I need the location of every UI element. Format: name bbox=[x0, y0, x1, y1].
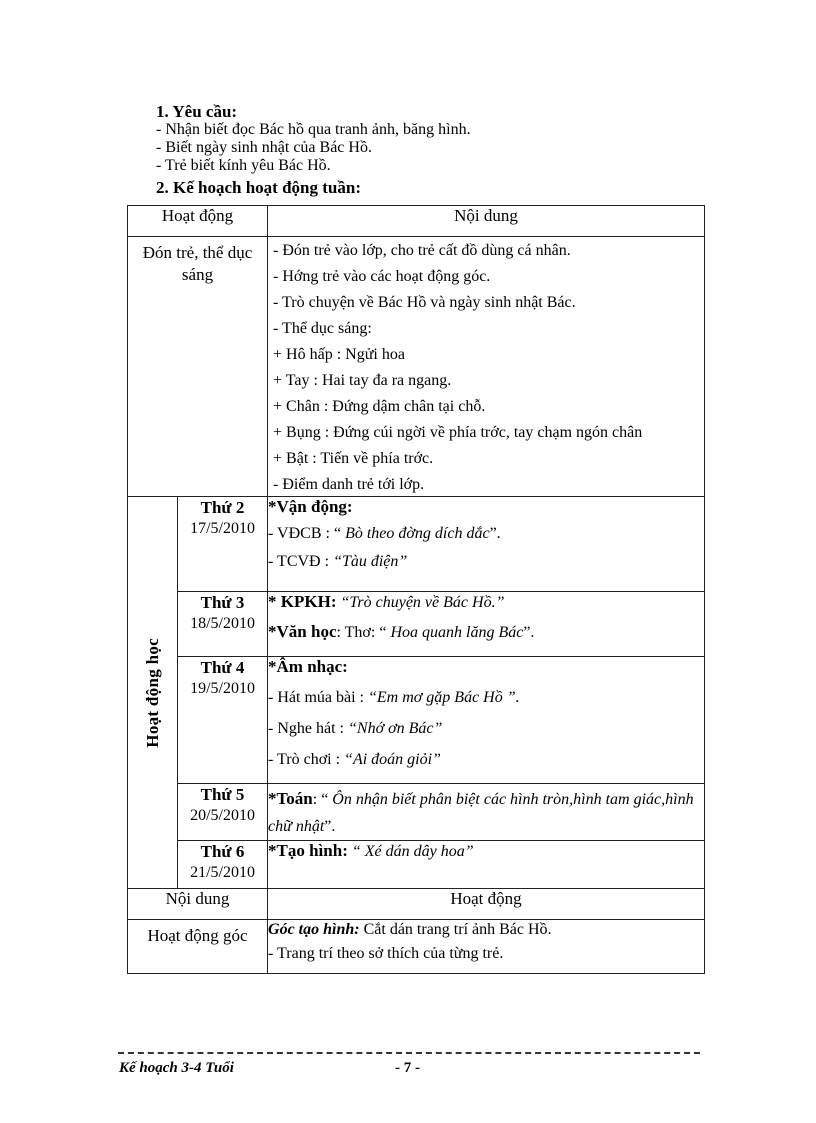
day-date: 21/5/2010 bbox=[190, 864, 255, 881]
morning-line: + Bật : Tiến về phía trớc. bbox=[273, 450, 434, 467]
corner-label: Hoạt động góc bbox=[128, 920, 268, 974]
day-date: 19/5/2010 bbox=[190, 680, 255, 697]
requirements-section bbox=[156, 102, 716, 175]
morning-line: - Thể dục sáng: bbox=[273, 320, 372, 337]
requirement-line-1: - Nhận biết đọc Bác hồ qua tranh ảnh, băng hình. bbox=[156, 121, 471, 138]
subheader-content: Nội dung bbox=[128, 889, 268, 920]
activity-cell: *Toán: “ Ôn nhận biết phân biệt các hình tròn,hình tam giác,hình chữ nhật”. bbox=[268, 784, 705, 841]
learning-row-mon bbox=[128, 497, 705, 592]
table-subheader-row bbox=[128, 889, 705, 920]
morning-line: - Đón trẻ vào lớp, cho trẻ cất đồ dùng cá nhân. bbox=[273, 242, 571, 259]
morning-line: + Tay : Hai tay đa ra ngang. bbox=[273, 372, 452, 389]
day-cell bbox=[178, 657, 268, 784]
section1-heading: 1. Yêu cầu: bbox=[156, 102, 238, 121]
day-cell bbox=[178, 592, 268, 657]
morning-row bbox=[128, 237, 705, 497]
footer-title: Kế hoạch 3-4 Tuổi bbox=[119, 1060, 234, 1076]
learning-row-fri bbox=[128, 841, 705, 889]
corner-row bbox=[128, 920, 705, 974]
day-date: 18/5/2010 bbox=[190, 615, 255, 632]
morning-label: Đón trẻ, thể dục sáng bbox=[128, 237, 268, 497]
day-name: Thứ 3 bbox=[200, 593, 245, 612]
morning-line: - Trò chuyện về Bác Hồ và ngày sinh nhật Bác. bbox=[273, 294, 576, 311]
day-cell bbox=[178, 784, 268, 841]
morning-line: - Điểm danh trẻ tới lớp. bbox=[273, 476, 425, 493]
activity-cell: * KPKH: “Trò chuyện về Bác Hồ.” *Văn học: Thơ: “ Hoa quanh lăng Bác”. bbox=[268, 592, 705, 657]
requirement-line-3: - Trẻ biết kính yêu Bác Hồ. bbox=[156, 157, 331, 174]
subheader-activity: Hoạt động bbox=[268, 889, 705, 920]
morning-line: - Hớng trẻ vào các hoạt động góc. bbox=[273, 268, 491, 285]
section2-heading: 2. Kế hoạch hoạt động tuần: bbox=[156, 178, 361, 197]
day-date: 20/5/2010 bbox=[190, 807, 255, 824]
learning-row-thu bbox=[128, 784, 705, 841]
morning-line: + Hô hấp : Ngửi hoa bbox=[273, 346, 405, 363]
header-activity: Hoạt động bbox=[128, 206, 268, 237]
learning-label: Hoạt động học bbox=[142, 637, 162, 748]
morning-content bbox=[268, 237, 705, 497]
activity-cell: *Tạo hình: “ Xé dán dây hoa” bbox=[268, 841, 705, 889]
corner-content: Góc tạo hình: Cắt dán trang trí ảnh Bác Hồ. - Trang trí theo sở thích của từng trẻ. bbox=[268, 920, 705, 974]
weekly-plan-table bbox=[127, 205, 705, 974]
day-name: Thứ 5 bbox=[200, 785, 245, 804]
activity-cell: *Âm nhạc: - Hát múa bài : “Em mơ gặp Bác Hồ ”. - Nghe hát : “Nhớ ơn Bác” - Trò chơi : “Ai đoán giỏi” bbox=[268, 657, 705, 784]
table-header-row bbox=[128, 206, 705, 237]
morning-line: + Bụng : Đứng cúi ngời về phía trớc, tay chạm ngón chân bbox=[273, 424, 643, 441]
morning-line: + Chân : Đứng dậm chân tại chỗ. bbox=[273, 398, 486, 415]
activity-title: *Vận động: bbox=[268, 497, 353, 516]
day-name: Thứ 6 bbox=[200, 842, 245, 861]
day-name: Thứ 4 bbox=[200, 658, 245, 677]
activity-cell: *Vận động: - VĐCB : “ Bò theo đờng dích dắc”. - TCVĐ : “Tàu điện” bbox=[268, 497, 705, 592]
header-content: Nội dung bbox=[268, 206, 705, 237]
learning-row-wed bbox=[128, 657, 705, 784]
requirement-line-2: - Biết ngày sinh nhật của Bác Hồ. bbox=[156, 139, 372, 156]
learning-row-tue bbox=[128, 592, 705, 657]
day-name: Thứ 2 bbox=[200, 498, 245, 517]
footer-divider bbox=[118, 1052, 700, 1054]
learning-label-cell bbox=[128, 497, 178, 889]
page-number: - 7 - bbox=[395, 1060, 420, 1076]
activity-title: *Âm nhạc: bbox=[268, 657, 348, 676]
day-cell bbox=[178, 841, 268, 889]
day-cell bbox=[178, 497, 268, 592]
day-date: 17/5/2010 bbox=[190, 520, 255, 537]
